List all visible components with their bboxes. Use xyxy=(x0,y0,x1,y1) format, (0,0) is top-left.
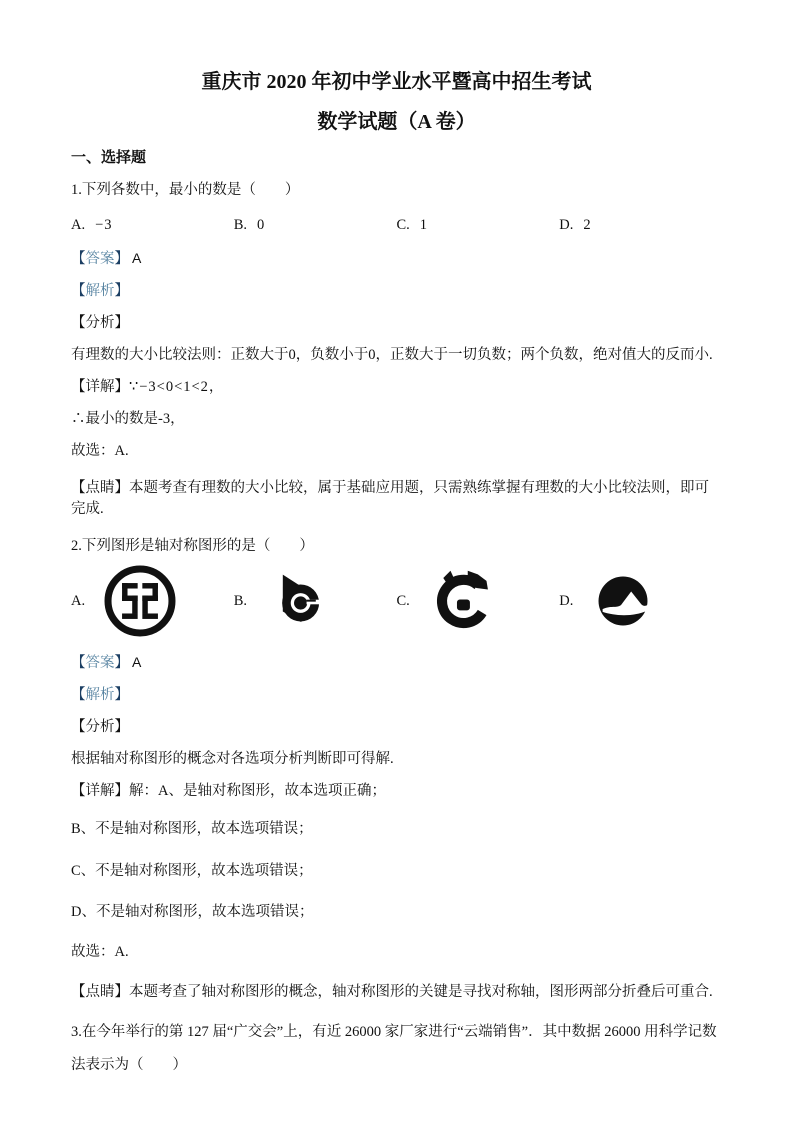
explain-tag-open-bracket: 【 xyxy=(71,283,86,299)
q1-conclusion: 故选：A. xyxy=(71,443,129,459)
b-dot-bank-logo xyxy=(263,565,329,637)
icbc-coin-ring-logo-svg xyxy=(101,562,179,640)
q2-detail-line xyxy=(71,781,722,802)
q1-option-b-label: B. xyxy=(233,217,248,233)
analysis-tag: 【分析】 xyxy=(71,315,129,331)
document-title: 重庆市 2020 年初中学业水平暨高中招生考试 xyxy=(201,71,592,93)
q1-option-a-label: A. xyxy=(71,217,86,233)
q1-detail-formula: ∵−3<0<1<2， xyxy=(129,379,225,395)
mountain-wave-circle-logo-svg xyxy=(589,567,657,635)
highlight-tag: 【点睛】 xyxy=(71,984,129,1000)
q1-analysis-tag-line xyxy=(71,313,722,334)
q2-highlight-text: 本题考查了轴对称图形的概念，轴对称图形的关键是寻找对称轴，图形两部分折叠后可重合. xyxy=(129,984,713,1000)
q1-option-d-label: D. xyxy=(559,217,574,233)
explain-tag-close-bracket: 】 xyxy=(114,687,129,703)
answer-tag-close-bracket: 】 xyxy=(114,655,129,671)
detail-tag: 【详解】 xyxy=(71,379,129,395)
mountain-wave-circle-logo xyxy=(589,567,657,635)
q2-option-d-label: D. xyxy=(559,592,574,609)
answer-tag-open-bracket: 【 xyxy=(71,655,86,671)
q1-detail-line2: ∴最小的数是-3， xyxy=(71,411,185,427)
q2-logo-options-row xyxy=(71,561,722,641)
q2-option-line-b: B、不是轴对称图形，故本选项错误； xyxy=(71,821,313,837)
answer-tag xyxy=(71,655,129,671)
section-heading: 一、选择题 xyxy=(71,150,147,166)
analysis-tag: 【分析】 xyxy=(71,719,129,735)
q1-option-b-value: 0 xyxy=(257,217,266,233)
q1-highlight-text: 本题考查有理数的大小比较，属于基础应用题，只需熟练掌握有理数的大小比较法则，即可完成. xyxy=(71,480,709,517)
b-dot-bank-logo-svg xyxy=(263,565,329,637)
q1-option-a-value: −3 xyxy=(95,217,113,233)
explain-tag-close-bracket: 】 xyxy=(114,283,129,299)
highlight-tag: 【点睛】 xyxy=(71,480,129,496)
q2-option-d xyxy=(559,567,722,635)
explain-tag xyxy=(71,687,129,703)
q2-detail-text: 解：A、是轴对称图形，故本选项正确； xyxy=(129,783,386,799)
detail-tag: 【详解】 xyxy=(71,783,129,799)
q1-stem: 1.下列各数中，最小的数是（ ） xyxy=(71,182,300,198)
answer-tag-close-bracket: 】 xyxy=(114,251,129,267)
dragon-c-bank-logo-svg xyxy=(426,563,498,639)
q2-answer-line xyxy=(71,652,722,674)
q1-answer-letter: A xyxy=(132,250,142,266)
q1-answer-line xyxy=(71,248,722,270)
explain-tag-text: 解析 xyxy=(85,283,115,299)
q1-option-d xyxy=(559,215,722,236)
q1-option-a xyxy=(71,215,234,236)
q2-explain-line xyxy=(71,685,722,706)
q2-option-b-label: B. xyxy=(233,592,248,609)
q2-option-c-label: C. xyxy=(396,592,410,609)
q2-analysis-tag-line xyxy=(71,717,722,738)
answer-tag xyxy=(71,251,129,267)
q1-option-c xyxy=(397,215,560,236)
q1-option-b xyxy=(234,215,397,236)
q1-option-c-label: C. xyxy=(396,217,410,233)
q2-option-c xyxy=(397,563,560,639)
q2-highlight-line xyxy=(71,982,722,1003)
q2-option-a xyxy=(71,562,234,640)
q1-option-c-value: 1 xyxy=(419,217,429,233)
q1-option-d-value: 2 xyxy=(583,217,592,233)
q1-highlight-line xyxy=(71,478,722,520)
q1-detail-line xyxy=(71,377,722,398)
q2-option-line-c: C、不是轴对称图形，故本选项错误； xyxy=(71,863,313,879)
q2-answer-letter: A xyxy=(132,654,142,670)
q1-options-row xyxy=(71,215,722,236)
explain-tag-text: 解析 xyxy=(85,687,115,703)
document-subtitle: 数学试题（A 卷） xyxy=(317,111,476,133)
explain-tag xyxy=(71,283,129,299)
answer-tag-text: 答案 xyxy=(85,655,115,671)
dragon-c-bank-logo xyxy=(426,563,498,639)
explain-tag-open-bracket: 【 xyxy=(71,687,86,703)
q2-option-a-label: A. xyxy=(71,592,86,609)
q2-conclusion: 故选：A. xyxy=(71,944,129,960)
q3-stem: 3.在今年举行的第 127 届“广交会”上，有近 26000 家厂家进行“云端销售”．其中数据 26000 用科学记数法表示为（ ） xyxy=(71,1024,717,1073)
answer-tag-text: 答案 xyxy=(85,251,115,267)
q2-analysis-text: 根据轴对称图形的概念对各选项分析判断即可得解. xyxy=(71,751,394,767)
q1-explain-line xyxy=(71,281,722,302)
q1-analysis-text: 有理数的大小比较法则：正数大于0，负数小于0，正数大于一切负数；两个负数，绝对值大的反而小. xyxy=(71,347,713,363)
q2-stem: 2.下列图形是轴对称图形的是（ ） xyxy=(71,538,314,554)
icbc-coin-ring-logo xyxy=(101,562,179,640)
answer-tag-open-bracket: 【 xyxy=(71,251,86,267)
q2-option-line-d: D、不是轴对称图形，故本选项错误； xyxy=(71,904,314,920)
q2-option-b xyxy=(234,565,397,637)
